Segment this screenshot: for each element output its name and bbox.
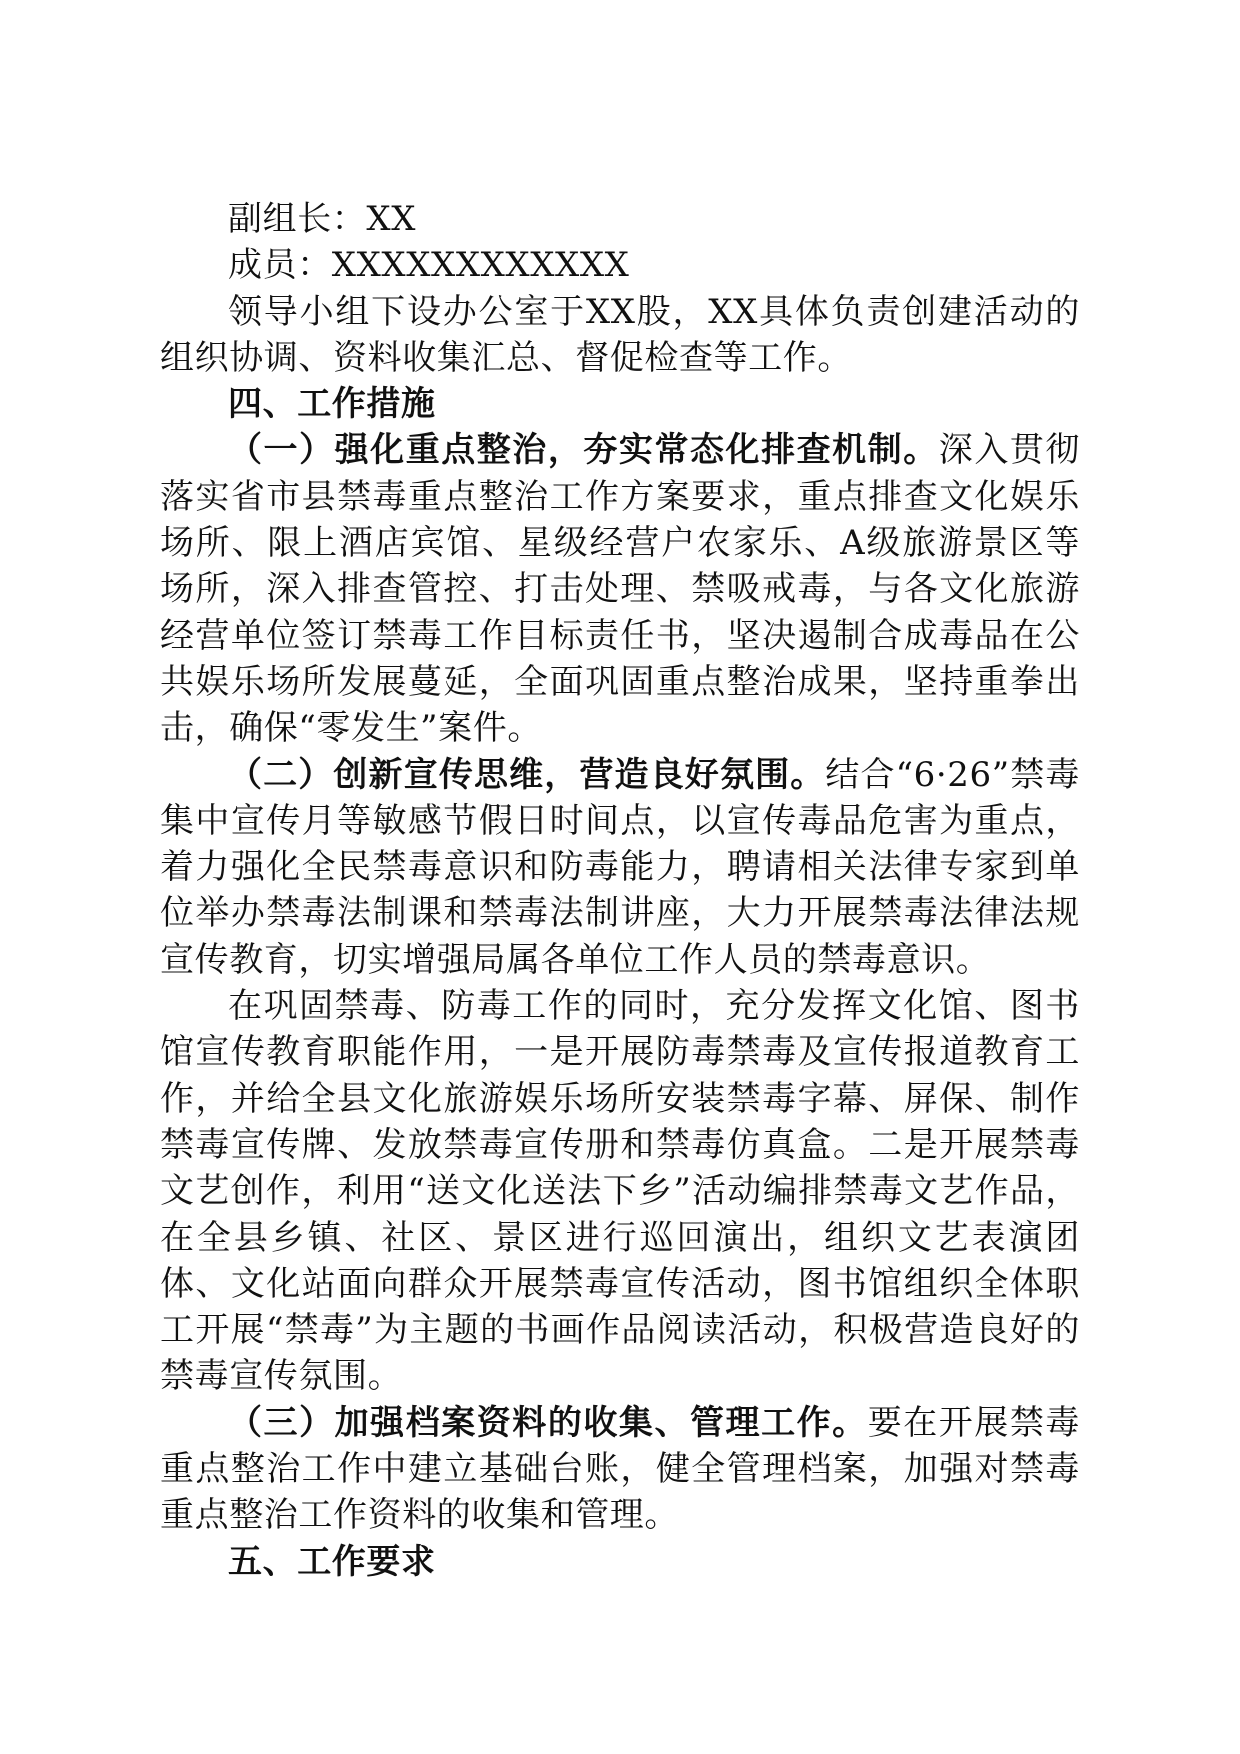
measure-2-extra-paragraph: 在巩固禁毒、防毒工作的同时，充分发挥文化馆、图书馆宣传教育职能作用，一是开展防毒禁毒及宣传报道教育工作，并给全县文化旅游娱乐场所安装禁毒字幕、屏保、制作禁毒宣传牌、发放禁毒宣传册和禁毒仿真盒。二是开展禁毒文艺创作，利用“送文化送法下乡”活动编排禁毒文艺作品，在全县乡镇、社区、景区进行巡回演出，组织文艺表演团体、文化站面向群众开展禁毒宣传活动，图书馆组织全体职工开展“禁毒”为主题的书画作品阅读活动，积极营造良好的禁毒宣传氛围。 (160, 986, 1080, 1397)
deputy-leader-line: 副组长：XX (228, 199, 417, 239)
members-line: 成员：XXXXXXXXXXXX (228, 245, 630, 286)
section-5-heading: 五、工作要求 (228, 1541, 436, 1582)
measure-1-paragraph (160, 427, 1080, 751)
measure-1-lead: （一）强化重点整治，夯实常态化排查机制。 (228, 430, 939, 471)
measure-1-body: 深入贯彻落实省市县禁毒重点整治工作方案要求，重点排查文化娱乐场所、限上酒店宾馆、星级经营户农家乐、A级旅游景区等场所，深入排查管控、打击处理、禁吸戒毒，与各文化旅游经营单位签订禁毒工作目标责任书，坚决遏制合成毒品在公共娱乐场所发展蔓延，全面巩固重点整治成果，坚持重拳出击，确保“零发生”案件。 (160, 430, 1080, 749)
measure-3-paragraph (160, 1400, 1080, 1539)
measure-2-lead: （二）创新宣传思维，营造良好氛围。 (228, 754, 826, 795)
section-4-heading: 四、工作措施 (228, 384, 436, 425)
measure-3-body: 要在开展禁毒重点整治工作中建立基础台账，健全管理档案，加强对禁毒重点整治工作资料的收集和管理。 (160, 1402, 1080, 1536)
office-note-paragraph: 领导小组下设办公室于XX股，XX具体负责创建活动的组织协调、资料收集汇总、督促检查等工作。 (160, 291, 1080, 378)
measure-2-body: 结合“6·26”禁毒集中宣传月等敏感节假日时间点，以宣传毒品危害为重点，着力强化全民禁毒意识和防毒能力，聘请相关法律专家到单位举办禁毒法制课和禁毒法制讲座，大力开展禁毒法律法规宣传教育，切实增强局属各单位工作人员的禁毒意识。 (160, 754, 1080, 980)
document-page (160, 196, 1080, 1585)
measure-3-lead: （三）加强档案资料的收集、管理工作。 (228, 1402, 868, 1443)
measure-2-paragraph (160, 752, 1080, 983)
